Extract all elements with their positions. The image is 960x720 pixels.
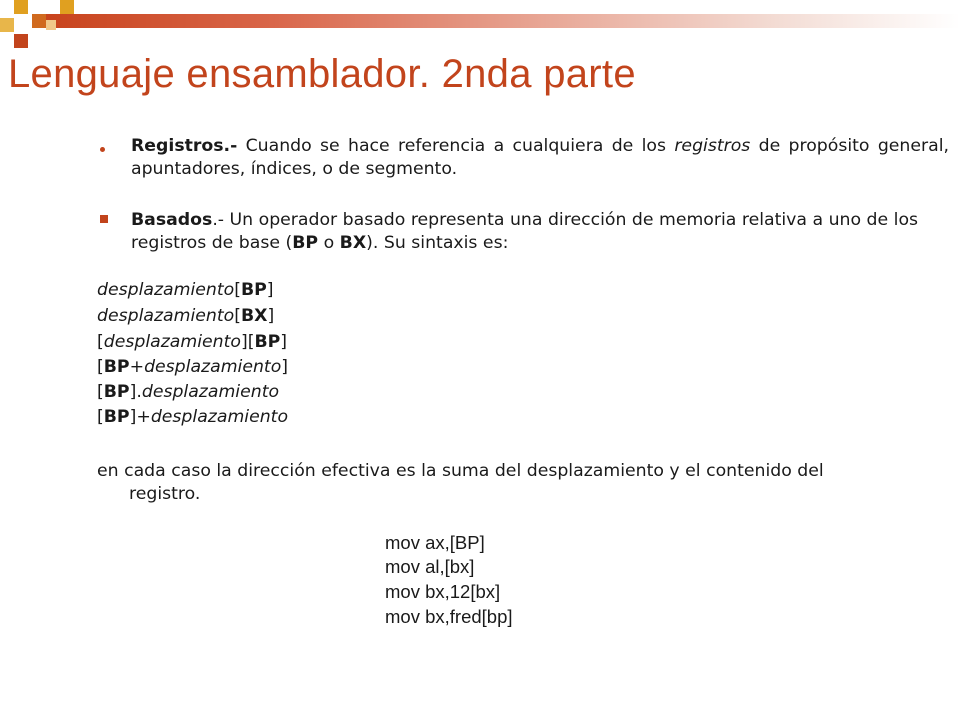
register-bx: BX <box>339 233 367 253</box>
syntax-line: [desplazamiento][BP] <box>97 332 288 352</box>
syntax-line: desplazamiento[BP] <box>97 280 274 300</box>
syntax-line: [BP]+desplazamiento <box>97 407 289 427</box>
bullet-registros-text-b: de propósito general, apuntadores, índices, o de segmento. <box>131 136 949 179</box>
code-line: mov al,[bx] <box>385 556 475 577</box>
bullet-basados-text-b: o <box>318 233 340 253</box>
syntax-line: [BP].desplazamiento <box>97 382 280 402</box>
decor-square-orange-2 <box>14 34 28 48</box>
syntax-line: desplazamiento[BX] <box>97 306 275 326</box>
header-gradient-bar <box>44 14 960 28</box>
register-bp: BP <box>292 233 319 253</box>
term-registros: Registros.- <box>131 136 238 156</box>
decor-square-pale-1 <box>46 20 56 30</box>
decor-square-yellow-1 <box>14 0 28 14</box>
round-bullet-icon <box>100 147 105 152</box>
code-line: mov ax,[BP] <box>385 532 485 553</box>
square-bullet-icon <box>100 215 108 223</box>
slide-title: Lenguaje ensamblador. 2nda parte <box>8 52 636 96</box>
decor-square-orange-1 <box>32 14 46 28</box>
code-line: mov bx,12[bx] <box>385 581 501 602</box>
closing-paragraph: en cada caso la dirección efectiva es la suma del desplazamiento y el contenido del registro. <box>97 461 824 504</box>
syntax-line: [BP+desplazamiento] <box>97 357 289 377</box>
bullet-registros-text-a: Cuando se hace referencia a cualquiera de los <box>237 136 675 156</box>
bullet-basados-text-a: .- Un operador basado representa una dirección de memoria relativa a uno de los registros de base ( <box>131 210 919 253</box>
bullet-basados-text-c: ). Su sintaxis es: <box>366 233 509 253</box>
bullet-registros <box>131 135 949 181</box>
decor-square-yellow-2 <box>60 0 74 14</box>
decor-square-yellow-3 <box>0 18 14 32</box>
bullet-registros-emphasis: registros <box>674 136 751 156</box>
bullet-basados <box>131 209 949 255</box>
term-basados: Basados <box>131 210 213 230</box>
code-line: mov bx,fred[bp] <box>385 606 513 627</box>
